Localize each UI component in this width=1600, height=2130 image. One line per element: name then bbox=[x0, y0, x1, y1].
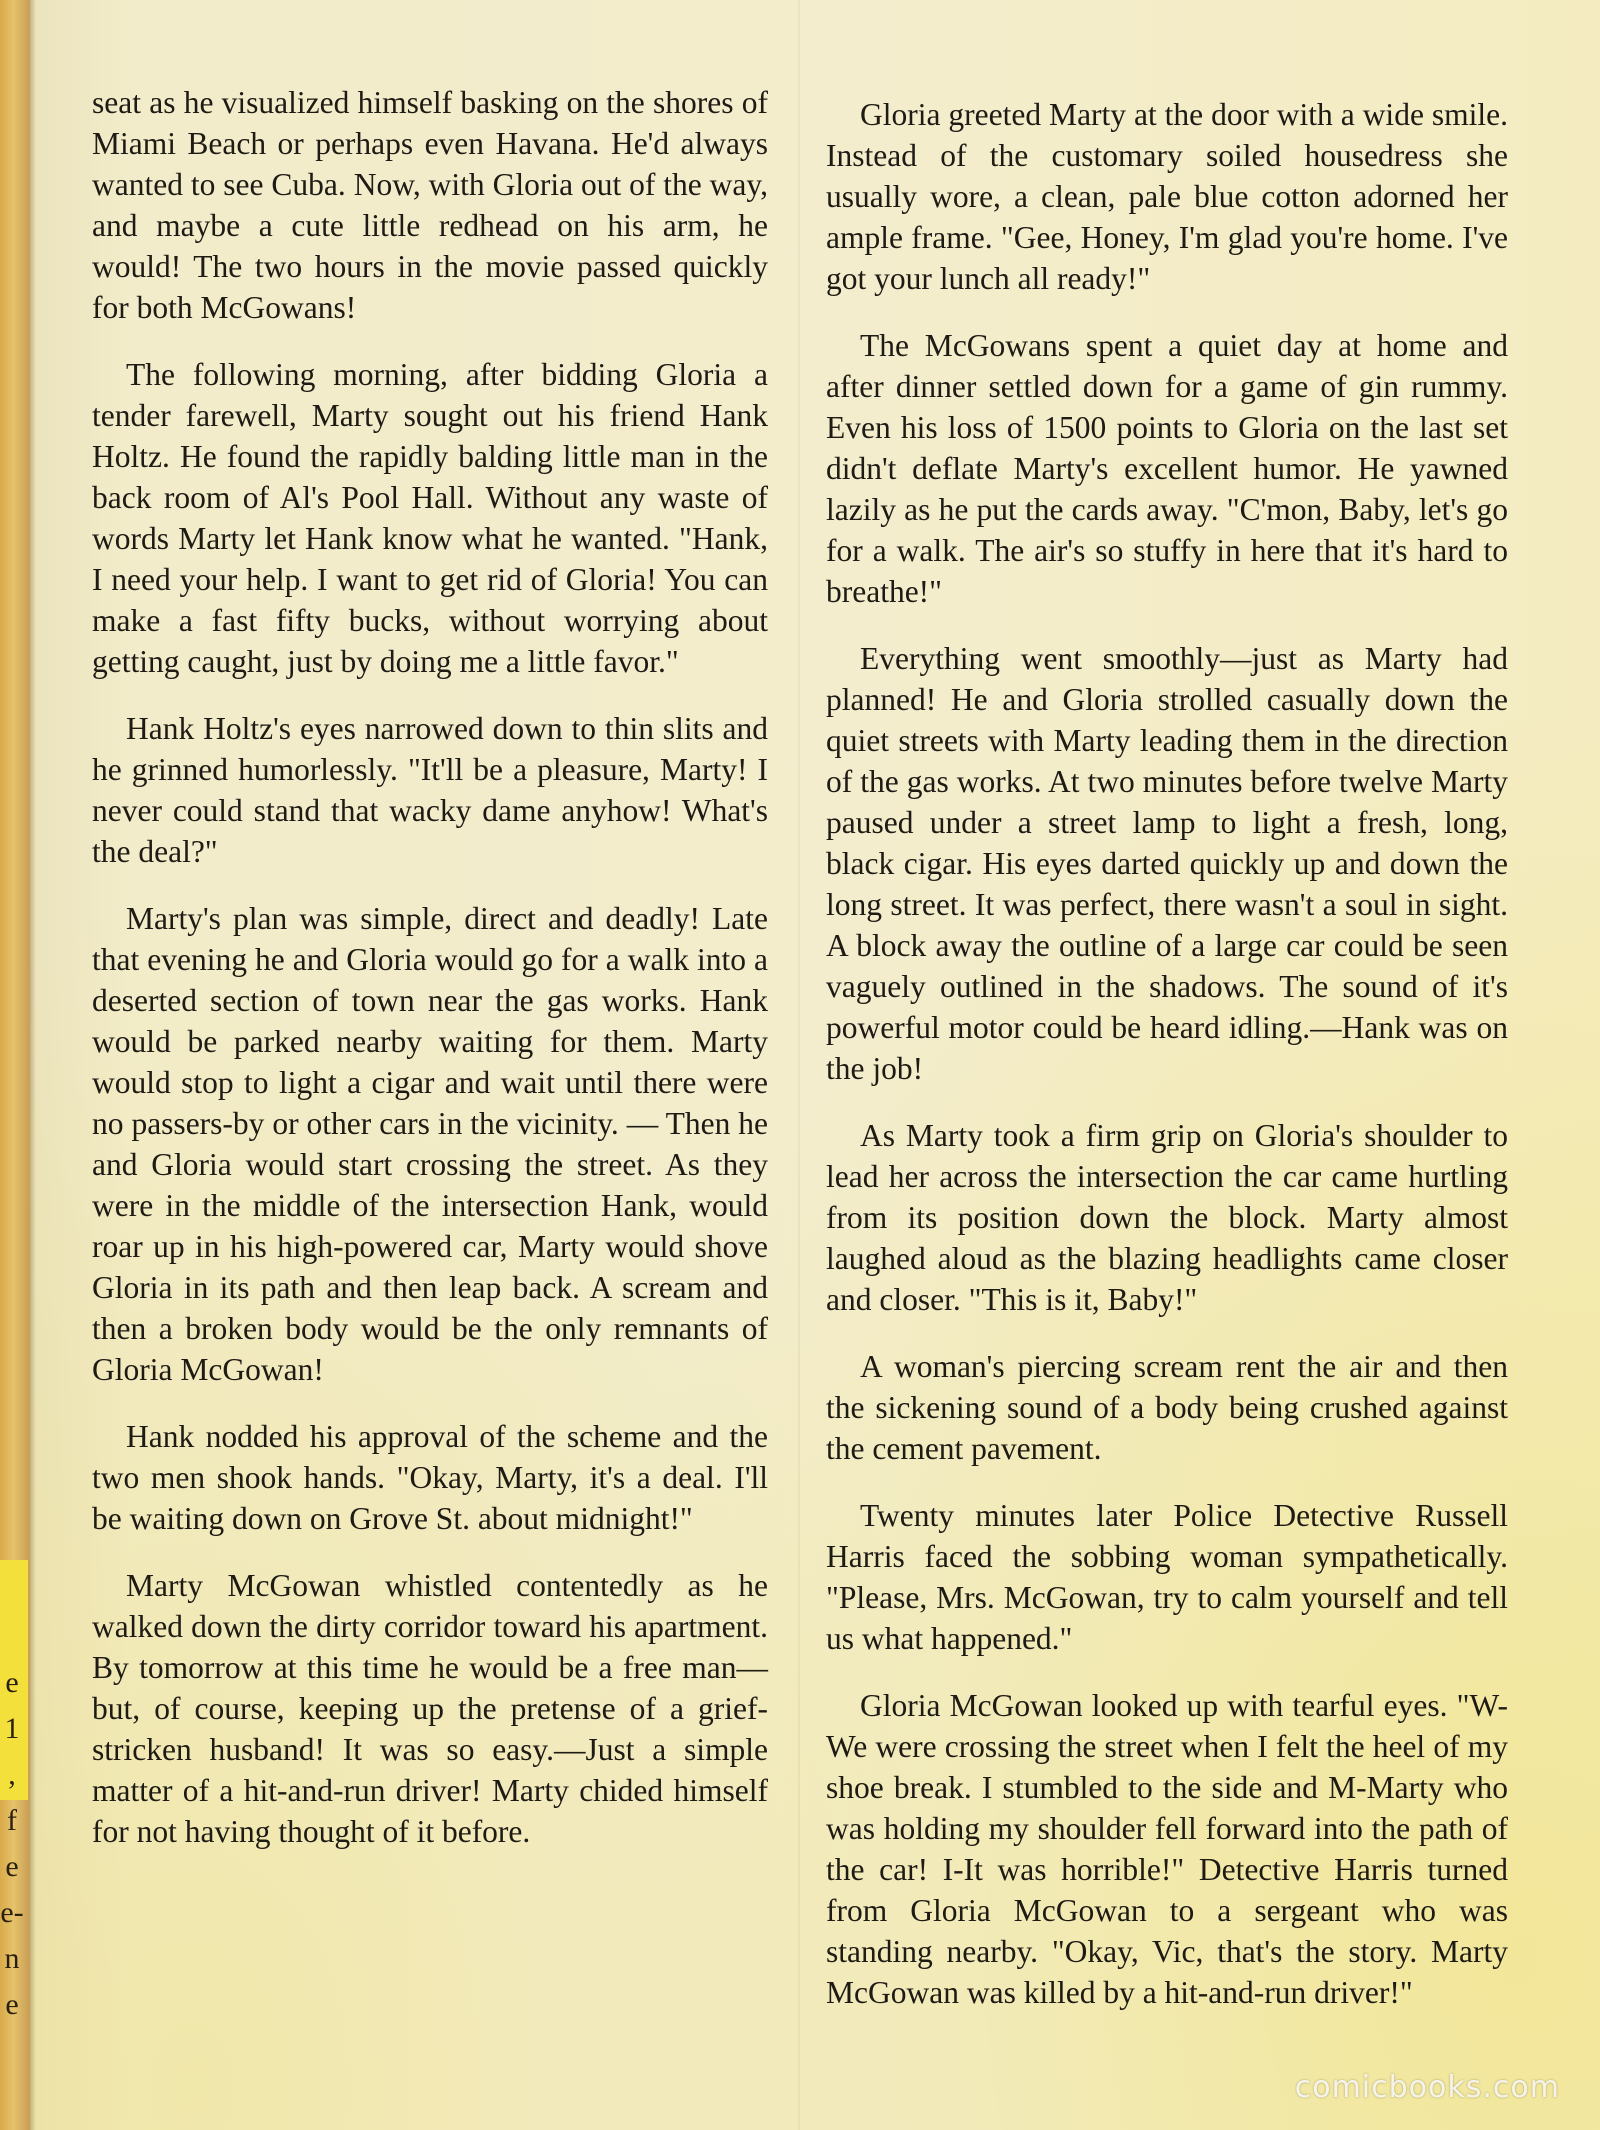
story-paragraph: Marty's plan was simple, direct and deadly! Late that evening he and Gloria would go for a walk into a deserted section of town near the gas works. Hank would be parked nearby waiting for them. Marty would stop to light a cigar and wait until there were no passers-by or other cars in the vicinity. — Then he and Gloria would start crossing the street. As they were in the middle of the intersection Hank, would roar up in his high-powered car, Marty would shove Gloria in its path and then leap back. A scream and then a broken body would be the only remnants of Gloria McGowan! bbox=[92, 901, 768, 1387]
story-paragraph: The McGowans spent a quiet day at home and after dinner settled down for a game of gin rummy. Even his loss of 1500 points to Gloria on the last set didn't deflate Marty's excellent humor. He yawned lazily as he put the cards away. "C'mon, Baby, let's go for a walk. The air's so stuffy in here that it's hard to breathe!" bbox=[826, 328, 1508, 609]
edge-fragment: e bbox=[5, 1988, 19, 2021]
story-paragraph: Gloria McGowan looked up with tearful eyes. "W-We were crossing the street when I felt the heel of my shoe break. I stumbled to the side and M-Marty who was holding my shoulder fell forward into the path of the car! I-It was horrible!" Detective Harris turned from Gloria McGowan to a sergeant who was standing nearby. "Okay, Vic, that's the story. Marty McGowan was killed by a hit-and-run driver!" bbox=[826, 1688, 1508, 2010]
column-gutter bbox=[798, 0, 800, 2130]
story-column-right bbox=[826, 94, 1508, 2039]
story-paragraph: As Marty took a firm grip on Gloria's shoulder to lead her across the intersection the car came hurtling from its position down the block. Marty almost laughed aloud as the blazing headlights came closer and closer. "This is it, Baby!" bbox=[826, 1118, 1508, 1317]
story-paragraph: seat as he visualized himself basking on the shores of Miami Beach or perhaps even Havana. He'd always wanted to see Cuba. Now, with Gloria out of the way, and maybe a cute little redhead on his arm, he would! The two hours in the movie passed quickly for both McGowans! bbox=[92, 85, 768, 325]
edge-fragment: e- bbox=[0, 1896, 24, 1929]
story-paragraph: Hank nodded his approval of the scheme and the two men shook hands. "Okay, Marty, it's a deal. I'll be waiting down on Grove St. about midnight!" bbox=[92, 1419, 768, 1536]
edge-fragment: , bbox=[8, 1758, 16, 1791]
edge-fragment: e bbox=[5, 1666, 19, 1699]
story-paragraph: A woman's piercing scream rent the air and then the sickening sound of a body being crushed against the cement pavement. bbox=[826, 1349, 1508, 1466]
adjacent-page-text-fragments bbox=[0, 1660, 24, 2028]
story-paragraph: Marty McGowan whistled contentedly as he walked down the dirty corridor toward his apartment. By tomorrow at this time he would be a free man—but, of course, keeping up the pretense of a grief-stricken husband! It was so easy.—Just a simple matter of a hit-and-run driver! Marty chided himself for not having thought of it before. bbox=[92, 1568, 768, 1849]
story-paragraph: Twenty minutes later Police Detective Russell Harris faced the sobbing woman sympathetically. "Please, Mrs. McGowan, try to calm yourself and tell us what happened." bbox=[826, 1498, 1508, 1656]
story-paragraph: Hank Holtz's eyes narrowed down to thin slits and he grinned humorlessly. "It'll be a pleasure, Marty! I never could stand that wacky dame anyhow! What's the deal?" bbox=[92, 711, 768, 869]
page-binding-shadow bbox=[30, 0, 36, 2130]
edge-fragment: f bbox=[7, 1804, 17, 1837]
edge-fragment: n bbox=[4, 1942, 20, 1975]
story-paragraph: The following morning, after bidding Gloria a tender farewell, Marty sought out his friend Hank Holtz. He found the rapidly balding little man in the back room of Al's Pool Hall. Without any waste of words Marty let Hank know what he wanted. "Hank, I need your help. I want to get rid of Gloria! You can make a fast fifty bucks, without worrying about getting caught, just by doing me a little favor." bbox=[92, 357, 768, 679]
story-column-left bbox=[92, 82, 768, 1878]
edge-fragment: 1 bbox=[4, 1712, 20, 1745]
site-watermark: comicbooks.com bbox=[1294, 2070, 1560, 2105]
story-paragraph: Gloria greeted Marty at the door with a wide smile. Instead of the customary soiled housedress she usually wore, a clean, pale blue cotton adorned her ample frame. "Gee, Honey, I'm glad you're home. I've got your lunch all ready!" bbox=[826, 97, 1508, 296]
edge-fragment: e bbox=[5, 1850, 19, 1883]
story-paragraph: Everything went smoothly—just as Marty had planned! He and Gloria strolled casually down the quiet streets with Marty leading them in the direction of the gas works. At two minutes before twelve Marty paused under a street lamp to light a fresh, long, black cigar. His eyes darted quickly up and down the long street. It was perfect, there wasn't a soul in sight. A block away the outline of a large car could be seen vaguely outlined in the shadows. The sound of it's powerful motor could be heard idling.—Hank was on the job! bbox=[826, 641, 1508, 1086]
